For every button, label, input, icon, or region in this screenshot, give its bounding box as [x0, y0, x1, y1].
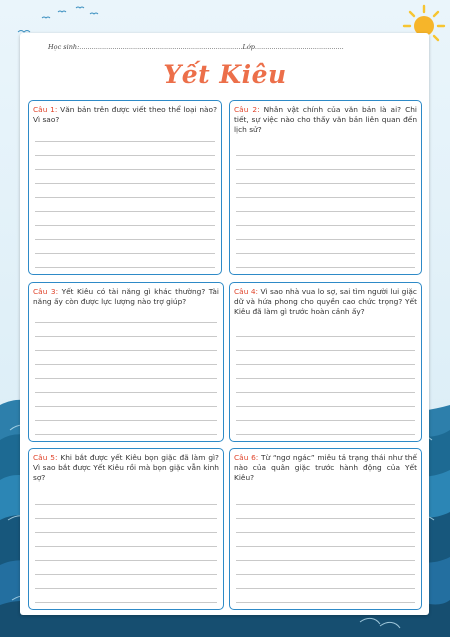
answer-line[interactable]	[35, 491, 217, 505]
answer-lines[interactable]	[236, 323, 415, 435]
question-text	[234, 453, 417, 484]
answer-line[interactable]	[236, 254, 415, 268]
question-text	[234, 105, 417, 136]
answer-line[interactable]	[35, 309, 217, 323]
answer-line[interactable]	[236, 240, 415, 254]
answer-line[interactable]	[35, 156, 215, 170]
answer-line[interactable]	[236, 226, 415, 240]
answer-line[interactable]	[236, 379, 415, 393]
answer-line[interactable]	[35, 337, 217, 351]
answer-line[interactable]	[35, 170, 215, 184]
answer-line[interactable]	[35, 407, 217, 421]
answer-line[interactable]	[236, 519, 415, 533]
answer-line[interactable]	[35, 212, 215, 226]
question-text	[33, 453, 219, 484]
answer-line[interactable]	[236, 337, 415, 351]
answer-line[interactable]	[236, 142, 415, 156]
class-field[interactable]: ...........................................	[254, 43, 344, 51]
answer-line[interactable]	[35, 198, 215, 212]
question-box-2	[229, 100, 422, 275]
question-label: Câu 4:	[234, 287, 259, 296]
answer-line[interactable]	[35, 589, 217, 603]
question-text	[33, 105, 217, 125]
question-text	[234, 287, 417, 318]
answer-line[interactable]	[35, 142, 215, 156]
answer-line[interactable]	[35, 351, 217, 365]
question-label: Câu 6:	[234, 453, 259, 462]
question-box-6	[229, 448, 422, 610]
answer-line[interactable]	[236, 212, 415, 226]
answer-line[interactable]	[35, 128, 215, 142]
question-text	[33, 287, 219, 307]
answer-line[interactable]	[35, 547, 217, 561]
answer-line[interactable]	[236, 575, 415, 589]
answer-line[interactable]	[35, 519, 217, 533]
question-body: Vì sao nhà vua lo sợ, sai tìm người lui giặc dữ và hứa phong cho quyền cao chức trọng? Yết Kiêu đã làm gì trước hoàn cảnh ấy?	[234, 287, 417, 317]
question-body: Từ “ngơ ngác” miêu tả trạng thái như thế nào của quân giặc trước hành động của Yết Kiêu?	[234, 453, 417, 483]
question-body: Văn bản trên được viết theo thể loại nào? Vì sao?	[33, 105, 217, 125]
answer-line[interactable]	[236, 198, 415, 212]
answer-lines[interactable]	[35, 309, 217, 435]
answer-lines[interactable]	[236, 491, 415, 603]
answer-line[interactable]	[35, 393, 217, 407]
answer-line[interactable]	[35, 365, 217, 379]
answer-line[interactable]	[236, 184, 415, 198]
answer-line[interactable]	[35, 421, 217, 435]
answer-line[interactable]	[35, 240, 215, 254]
answer-line[interactable]	[35, 505, 217, 519]
answer-line[interactable]	[35, 533, 217, 547]
answer-line[interactable]	[236, 561, 415, 575]
class-label: Lớp	[242, 43, 255, 51]
question-body: Khi bắt được yết Kiêu bọn giặc đã làm gì? Vì sao bắt được Yết Kiêu rồi mà bọn giặc vẫn kinh sợ?	[33, 453, 219, 483]
answer-line[interactable]	[236, 589, 415, 603]
answer-line[interactable]	[35, 575, 217, 589]
answer-line[interactable]	[236, 533, 415, 547]
answer-lines[interactable]	[35, 491, 217, 603]
question-box-1	[28, 100, 222, 275]
answer-line[interactable]	[236, 170, 415, 184]
answer-line[interactable]	[35, 226, 215, 240]
answer-line[interactable]	[236, 407, 415, 421]
student-label: Học sinh:	[48, 43, 80, 51]
answer-line[interactable]	[236, 547, 415, 561]
question-box-3	[28, 282, 224, 442]
question-body: Nhân vật chính của văn bản là ai? Chi tiết, sự việc nào cho thấy văn bản liên quan đến lịch sử?	[234, 105, 417, 135]
answer-line[interactable]	[35, 254, 215, 268]
student-info-line	[48, 43, 408, 51]
answer-line[interactable]	[236, 365, 415, 379]
question-label: Câu 1:	[33, 105, 58, 114]
student-name-field[interactable]: ...............................................................................	[79, 43, 243, 51]
answer-line[interactable]	[236, 323, 415, 337]
answer-line[interactable]	[236, 156, 415, 170]
question-box-5	[28, 448, 224, 610]
answer-line[interactable]	[236, 351, 415, 365]
answer-line[interactable]	[236, 505, 415, 519]
question-label: Câu 3:	[33, 287, 59, 296]
page-title: Yết Kiêu	[163, 60, 287, 89]
question-body: Yết Kiêu có tài năng gì khác thường? Tài năng ấy còn được lực lượng nào trợ giúp?	[33, 287, 219, 307]
answer-line[interactable]	[35, 379, 217, 393]
answer-lines[interactable]	[236, 142, 415, 268]
answer-line[interactable]	[35, 184, 215, 198]
answer-line[interactable]	[236, 491, 415, 505]
answer-line[interactable]	[236, 393, 415, 407]
answer-lines[interactable]	[35, 128, 215, 268]
question-label: Câu 5:	[33, 453, 58, 462]
question-box-4	[229, 282, 422, 442]
answer-line[interactable]	[35, 323, 217, 337]
answer-line[interactable]	[35, 561, 217, 575]
question-label: Câu 2:	[234, 105, 260, 114]
answer-line[interactable]	[236, 421, 415, 435]
